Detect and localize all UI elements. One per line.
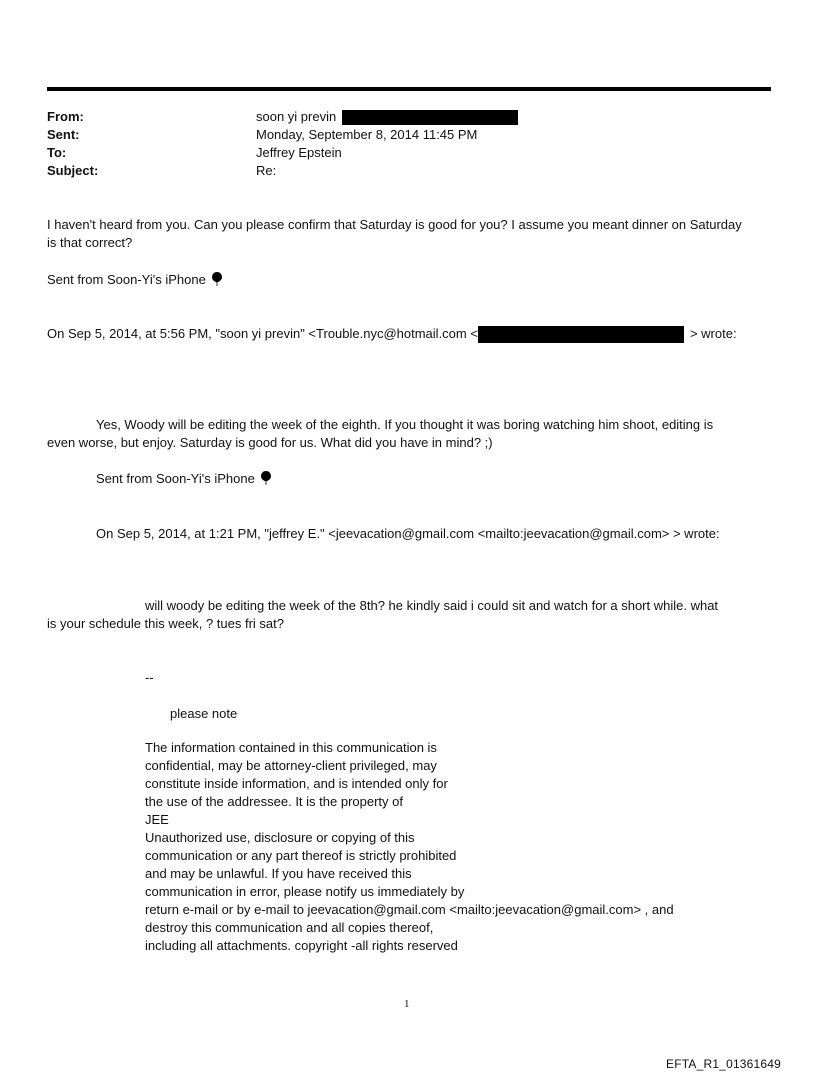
sent-label: Sent: — [47, 127, 80, 142]
disclaimer-line: the use of the addressee. It is the property of — [145, 794, 403, 809]
quote1-line-1: Yes, Woody will be editing the week of the eighth. If you thought it was boring watching him shoot, editing is — [96, 417, 714, 432]
quote2-intro: On Sep 5, 2014, at 1:21 PM, "jeffrey E." <jeevacation@gmail.com <mailto:jeevacation@gmail.com> > wrote: — [96, 526, 720, 541]
disclaimer-line: confidential, may be attorney-client privileged, may — [145, 758, 437, 773]
quote1-line-2: even worse, but enjoy. Saturday is good for us. What did you have in mind? ;) — [47, 435, 493, 450]
signature-text: Sent from Soon-Yi's iPhone — [47, 272, 206, 287]
disclaimer-line: return e-mail or by e-mail to jeevacation@gmail.com <mailto:jeevacation@gmail.com> , and — [145, 902, 674, 917]
page-number: 1 — [404, 998, 410, 1010]
from-name: soon yi previn — [256, 109, 337, 124]
signature-dashes: -- — [145, 670, 154, 685]
to-value: Jeffrey Epstein — [256, 145, 342, 160]
disclaimer-line: communication in error, please notify us immediately by — [145, 884, 465, 899]
redaction-bar — [478, 326, 684, 343]
balloon-pin-icon — [212, 272, 222, 286]
body-line-2: is that correct? — [47, 235, 133, 250]
body-signature — [47, 272, 222, 288]
body-line-1: I haven't heard from you. Can you please confirm that Saturday is good for you? I assume you meant dinner on Saturday — [47, 217, 742, 232]
to-label: To: — [47, 145, 67, 160]
disclaimer-line: constitute inside information, and is intended only for — [145, 776, 448, 791]
sent-value: Monday, September 8, 2014 11:45 PM — [256, 127, 478, 142]
header-rule — [47, 87, 771, 91]
from-value — [256, 109, 518, 125]
quote1-signature — [96, 471, 271, 487]
disclaimer-line: destroy this communication and all copies thereof, — [145, 920, 434, 935]
please-note: please note — [170, 706, 238, 721]
quote2-line-1: will woody be editing the week of the 8th? he kindly said i could sit and watch for a short while. what — [145, 598, 719, 613]
subject-label: Subject: — [47, 163, 99, 178]
disclaimer-line: Unauthorized use, disclosure or copying of this — [145, 830, 415, 845]
disclaimer-line: The information contained in this communication is — [145, 740, 437, 755]
quote1-intro — [47, 326, 737, 343]
subject-value: Re: — [256, 163, 277, 178]
quote2-line-2: is your schedule this week, ? tues fri sat? — [47, 616, 285, 631]
quote1-intro-end: > wrote: — [689, 326, 737, 341]
from-label: From: — [47, 109, 84, 124]
quote1-intro-text: On Sep 5, 2014, at 5:56 PM, "soon yi previn" <Trouble.nyc@hotmail.com < — [47, 326, 478, 341]
disclaimer-line: communication or any part thereof is strictly prohibited — [145, 848, 457, 863]
disclaimer-line: and may be unlawful. If you have received this — [145, 866, 412, 881]
disclaimer-line: JEE — [145, 812, 169, 827]
redaction-bar — [342, 110, 518, 125]
disclaimer-line: including all attachments. copyright -all rights reserved — [145, 938, 458, 953]
signature-text: Sent from Soon-Yi's iPhone — [96, 471, 255, 486]
document-id: EFTA_R1_01361649 — [666, 1057, 782, 1071]
balloon-pin-icon — [261, 471, 271, 485]
